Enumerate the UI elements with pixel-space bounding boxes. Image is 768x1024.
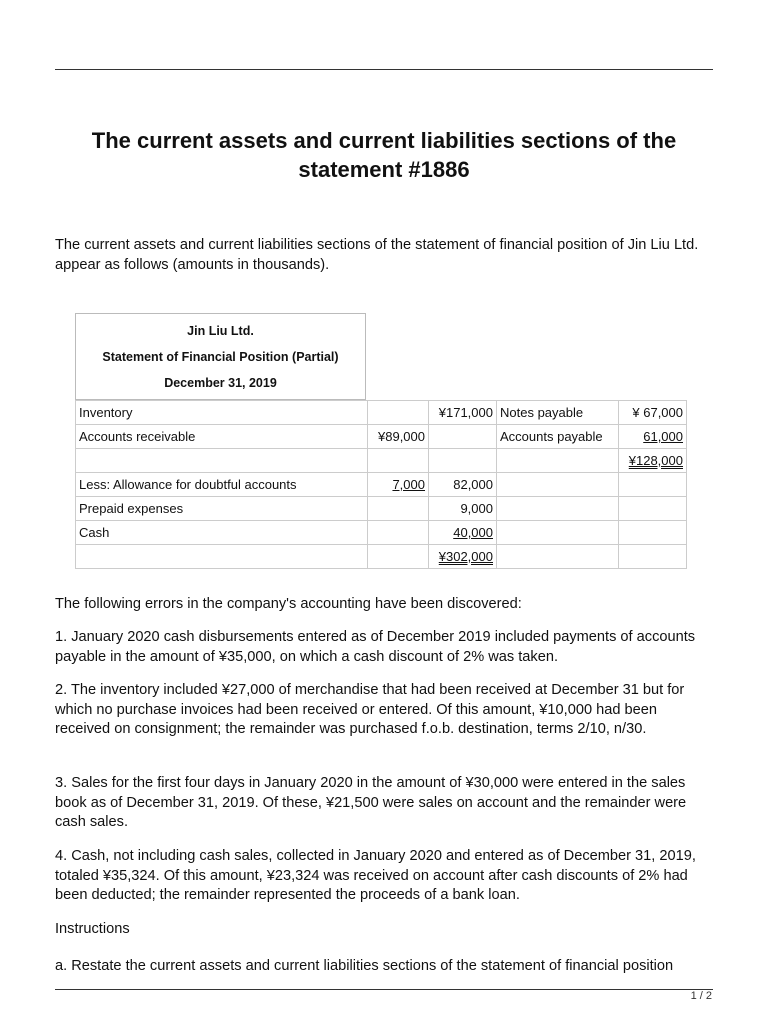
table-cell <box>429 473 497 497</box>
table-cell <box>619 401 687 425</box>
cell-value: ¥ 67,000 <box>632 405 683 420</box>
table-cell <box>497 545 619 569</box>
statement-header <box>75 313 366 400</box>
table-cell <box>76 521 368 545</box>
table-cell <box>497 425 619 449</box>
table-cell <box>76 497 368 521</box>
table-cell <box>619 425 687 449</box>
table-cell <box>497 521 619 545</box>
cell-value: 40,000 <box>453 525 493 540</box>
statement-name: Statement of Financial Position (Partial) <box>102 350 339 364</box>
table-row <box>76 473 687 497</box>
cell-value: 7,000 <box>392 477 425 492</box>
table-cell <box>497 473 619 497</box>
table-cell <box>619 497 687 521</box>
cell-value: 61,000 <box>643 429 683 444</box>
cell-value: Cash <box>79 525 110 540</box>
page-number: 1 / 2 <box>690 990 712 1002</box>
table-cell <box>497 497 619 521</box>
cell-value: ¥171,000 <box>438 405 493 420</box>
intro-paragraph: The current assets and current liabilities sections of the statement of financial position of Jin Liu Ltd. appear as follows (amounts in thousands). <box>55 237 699 273</box>
table-cell <box>76 425 368 449</box>
table-cell <box>76 449 368 473</box>
table-cell <box>368 449 429 473</box>
table-cell <box>429 497 497 521</box>
table-cell <box>619 545 687 569</box>
table-cell <box>368 425 429 449</box>
cell-value: Notes payable <box>500 405 584 420</box>
error-2: 2. The inventory included ¥27,000 of merchandise that had been received at December 31 but for which no purchase invoices had been received or entered. Of this amount, ¥10,000 had been received on consignment; the remainder was purchased f.o.b. destination, terms 2/10, n/30. <box>55 682 685 737</box>
table-row <box>76 545 687 569</box>
error-4: 4. Cash, not including cash sales, collected in January 2020 and entered as of December 31, 2019, totaled ¥35,324. Of this amount, ¥23,324 was received on account after cash discounts of 2% had been deducted; the remainder represented the proceeds of a bank loan. <box>55 848 696 903</box>
table-cell <box>619 521 687 545</box>
error-3: 3. Sales for the first four days in January 2020 in the amount of ¥30,000 were entered in the sales book as of December 31, 2019. Of these, ¥21,500 were sales on account and the remainder were cash sales. <box>55 775 687 830</box>
instructions-label: Instructions <box>55 921 130 937</box>
cell-value: 9,000 <box>460 501 493 516</box>
table-cell <box>619 449 687 473</box>
cell-value: ¥302,000 <box>438 549 493 564</box>
cell-value: Accounts payable <box>500 429 603 444</box>
table-cell <box>497 401 619 425</box>
table-row <box>76 497 687 521</box>
table-row <box>76 521 687 545</box>
table-cell <box>429 449 497 473</box>
table-cell <box>368 497 429 521</box>
table-cell <box>429 521 497 545</box>
table-cell <box>368 545 429 569</box>
table-cell <box>497 449 619 473</box>
company-name: Jin Liu Ltd. <box>187 324 254 338</box>
table-cell <box>76 473 368 497</box>
table-cell <box>429 545 497 569</box>
table-row <box>76 425 687 449</box>
table-cell <box>619 473 687 497</box>
cell-value: 82,000 <box>453 477 493 492</box>
table-row <box>76 449 687 473</box>
table-row <box>76 401 687 425</box>
bottom-rule <box>55 989 713 990</box>
cell-value: Less: Allowance for doubtful accounts <box>79 477 297 492</box>
statement-date: December 31, 2019 <box>164 376 277 390</box>
top-rule <box>55 69 713 70</box>
instruction-a: a. Restate the current assets and current liabilities sections of the statement of financial position <box>55 958 674 974</box>
cell-value: ¥128,000 <box>628 453 683 468</box>
cell-value: Inventory <box>79 405 133 420</box>
cell-value: Prepaid expenses <box>79 501 184 516</box>
table-cell <box>76 401 368 425</box>
table-cell <box>368 521 429 545</box>
table-cell <box>429 425 497 449</box>
error-1: 1. January 2020 cash disbursements entered as of December 2019 included payments of accounts payable in the amount of ¥35,000, on which a cash discount of 2% was taken. <box>55 629 696 665</box>
page-title: The current assets and current liabilities sections of the statement #1886 <box>91 128 677 182</box>
statement-table <box>75 400 687 569</box>
table-cell <box>429 401 497 425</box>
table-cell <box>76 545 368 569</box>
errors-intro: The following errors in the company's accounting have been discovered: <box>55 596 522 612</box>
cell-value: Accounts receivable <box>79 429 196 444</box>
cell-value: ¥89,000 <box>378 429 425 444</box>
table-cell <box>368 401 429 425</box>
table-cell <box>368 473 429 497</box>
